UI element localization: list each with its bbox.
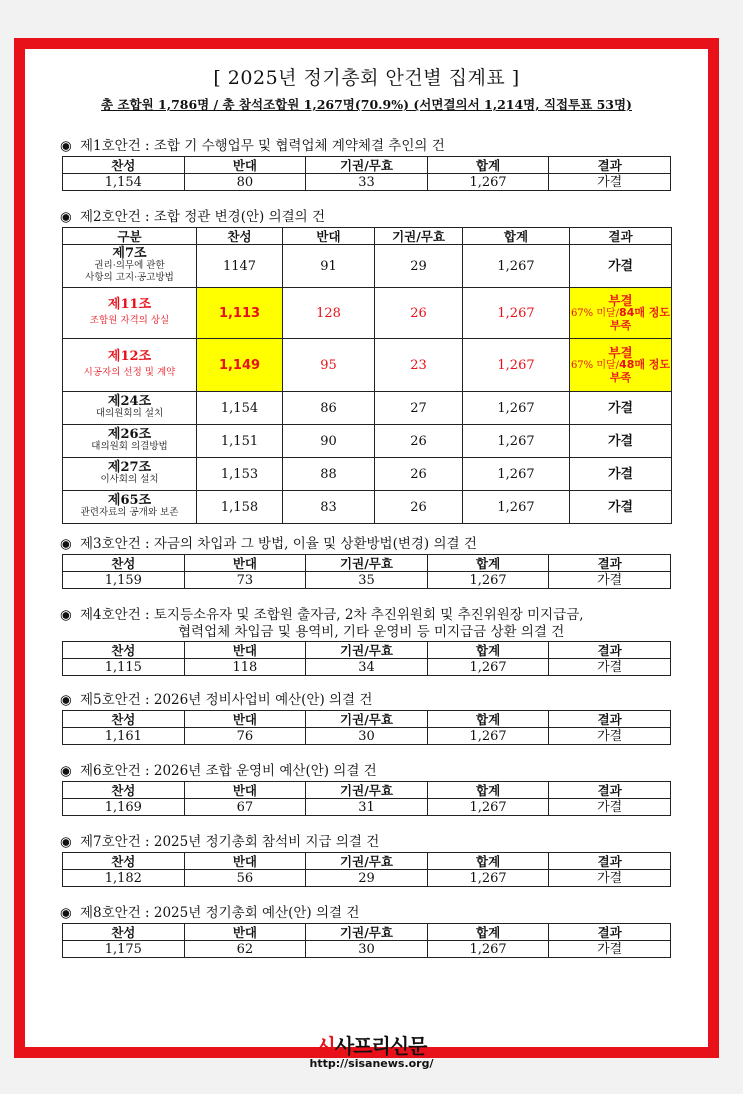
header-total: 합계 — [427, 555, 549, 572]
cell-against: 95 — [283, 339, 375, 392]
agenda7-title: ◉ 제7호안건 : 2025년 정기총회 참석비 지급 의결 건 — [60, 834, 380, 850]
cell-total: 1,267 — [427, 870, 549, 887]
agenda7-table — [62, 852, 671, 887]
table-row — [63, 491, 672, 524]
header-for: 찬성 — [63, 782, 185, 799]
cell-for: 1,159 — [63, 572, 185, 589]
cell-result: 가결 — [549, 870, 671, 887]
table-header-row — [63, 782, 671, 799]
cell-total: 1,267 — [463, 458, 570, 491]
cell-against: 67 — [184, 799, 306, 816]
cell-for: 1,153 — [197, 458, 283, 491]
article-cell: 제12조 시공자의 선정 및 계약 — [63, 339, 197, 392]
header-abstain: 기권/무효 — [306, 642, 428, 659]
cell-abstain: 34 — [306, 659, 428, 676]
header-total: 합계 — [427, 853, 549, 870]
cell-against: 73 — [184, 572, 306, 589]
cell-against: 62 — [184, 941, 306, 958]
cell-result-failed: 부결 67% 미달/84매 정도 부족 — [570, 288, 672, 339]
cell-abstain: 26 — [375, 288, 463, 339]
header-for: 찬성 — [63, 924, 185, 941]
newspaper-watermark — [0, 1030, 743, 1070]
cell-abstain: 29 — [375, 245, 463, 288]
cell-against: 76 — [184, 728, 306, 745]
cell-for: 1,151 — [197, 425, 283, 458]
cell-against: 88 — [283, 458, 375, 491]
cell-against: 83 — [283, 491, 375, 524]
agenda4-table — [62, 641, 671, 676]
table-header-row — [63, 157, 671, 174]
header-result: 결과 — [549, 711, 671, 728]
table-header-row — [63, 853, 671, 870]
cell-for: 1147 — [197, 245, 283, 288]
cell-abstain: 33 — [306, 174, 428, 191]
article-cell: 제7조 권리·의무에 관한 사항의 고지·공고방법 — [63, 245, 197, 288]
agenda4-title: ◉ 제4호안건 : 토지등소유자 및 조합원 출자금, 2차 추진위원회 및 추진위원장 미지급금, 협력업체 차입금 및 용역비, 기타 운영비 등 미지급금 상환 의결 건 — [60, 607, 584, 640]
bullet-icon: ◉ — [60, 209, 72, 225]
cell-result: 가결 — [570, 245, 672, 288]
cell-result: 가결 — [549, 174, 671, 191]
agenda8-table — [62, 923, 671, 958]
header-abstain: 기권/무효 — [306, 782, 428, 799]
agenda3-table — [62, 554, 671, 589]
table-row — [63, 174, 671, 191]
header-total: 합계 — [463, 228, 570, 245]
table-header-row — [63, 924, 671, 941]
cell-against: 118 — [184, 659, 306, 676]
bullet-icon: ◉ — [60, 905, 72, 921]
header-abstain: 기권/무효 — [306, 157, 428, 174]
article-cell: 제11조 조합원 자격의 상실 — [63, 288, 197, 339]
header-abstain: 기권/무효 — [375, 228, 463, 245]
table-row — [63, 799, 671, 816]
header-against: 반대 — [184, 555, 306, 572]
bullet-icon: ◉ — [60, 536, 72, 552]
header-total: 합계 — [427, 711, 549, 728]
header-abstain: 기권/무효 — [306, 555, 428, 572]
newspaper-logo: 시사프리신문 — [316, 1034, 427, 1058]
agenda6-title: ◉ 제6호안건 : 2026년 조합 운영비 예산(안) 의결 건 — [60, 763, 377, 779]
cell-total: 1,267 — [427, 174, 549, 191]
agenda8-title: ◉ 제8호안건 : 2025년 정기총회 예산(안) 의결 건 — [60, 905, 360, 921]
cell-result: 가결 — [549, 728, 671, 745]
header-result: 결과 — [549, 555, 671, 572]
header-for: 찬성 — [63, 642, 185, 659]
document-title: [ 2025년 정기총회 안건별 집계표 ] — [213, 67, 520, 89]
header-result: 결과 — [549, 782, 671, 799]
table-row — [63, 288, 672, 339]
cell-total: 1,267 — [427, 572, 549, 589]
cell-result: 가결 — [549, 941, 671, 958]
cell-result: 가결 — [570, 458, 672, 491]
cell-abstain: 23 — [375, 339, 463, 392]
agenda2-title: ◉ 제2호안건 : 조합 정관 변경(안) 의결의 건 — [60, 209, 326, 225]
table-row — [63, 245, 672, 288]
cell-for: 1,115 — [63, 659, 185, 676]
cell-abstain: 26 — [375, 491, 463, 524]
cell-total: 1,267 — [463, 425, 570, 458]
cell-result-failed: 부결 67% 미달/48매 정도 부족 — [570, 339, 672, 392]
header-for: 찬성 — [197, 228, 283, 245]
table-row — [63, 425, 672, 458]
header-against: 반대 — [184, 711, 306, 728]
header-against: 반대 — [283, 228, 375, 245]
agenda5-table — [62, 710, 671, 745]
table-header-row — [63, 642, 671, 659]
cell-abstain: 35 — [306, 572, 428, 589]
attendance-summary: 총 조합원 1,786명 / 총 참석조합원 1,267명(70.9%) (서면결의서 1,214명, 직접투표 53명) — [101, 97, 632, 112]
cell-for: 1,182 — [63, 870, 185, 887]
bullet-icon: ◉ — [60, 763, 72, 779]
cell-abstain: 26 — [375, 425, 463, 458]
header-total: 합계 — [427, 157, 549, 174]
cell-for: 1,154 — [63, 174, 185, 191]
cell-total: 1,267 — [427, 659, 549, 676]
header-against: 반대 — [184, 782, 306, 799]
cell-abstain: 30 — [306, 941, 428, 958]
header-for: 찬성 — [63, 853, 185, 870]
bullet-icon: ◉ — [60, 607, 72, 623]
cell-total: 1,267 — [427, 799, 549, 816]
agenda1-table — [62, 156, 671, 191]
bullet-icon: ◉ — [60, 692, 72, 708]
header-against: 반대 — [184, 924, 306, 941]
cell-total: 1,267 — [463, 245, 570, 288]
cell-total: 1,267 — [463, 288, 570, 339]
header-result: 결과 — [549, 157, 671, 174]
table-row — [63, 339, 672, 392]
cell-for: 1,158 — [197, 491, 283, 524]
header-abstain: 기권/무효 — [306, 711, 428, 728]
agenda6-table — [62, 781, 671, 816]
cell-for: 1,175 — [63, 941, 185, 958]
document-content — [40, 64, 693, 958]
bullet-icon: ◉ — [60, 834, 72, 850]
table-header-row — [63, 711, 671, 728]
table-row — [63, 659, 671, 676]
agenda5-title: ◉ 제5호안건 : 2026년 정비사업비 예산(안) 의결 건 — [60, 692, 373, 708]
cell-total: 1,267 — [463, 392, 570, 425]
cell-result: 가결 — [570, 392, 672, 425]
article-cell: 제26조 대의원회 의결방법 — [63, 425, 197, 458]
table-row — [63, 941, 671, 958]
cell-abstain: 29 — [306, 870, 428, 887]
header-for: 찬성 — [63, 555, 185, 572]
cell-for-highlighted: 1,113 — [197, 288, 283, 339]
cell-result: 가결 — [549, 572, 671, 589]
newspaper-url[interactable]: http://sisanews.org/ — [309, 1057, 434, 1070]
header-result: 결과 — [570, 228, 672, 245]
header-total: 합계 — [427, 782, 549, 799]
cell-total: 1,267 — [427, 728, 549, 745]
cell-for-highlighted: 1,149 — [197, 339, 283, 392]
header-result: 결과 — [549, 853, 671, 870]
header-abstain: 기권/무효 — [306, 924, 428, 941]
cell-against: 80 — [184, 174, 306, 191]
header-against: 반대 — [184, 853, 306, 870]
cell-against: 86 — [283, 392, 375, 425]
table-header-row — [63, 555, 671, 572]
article-cell: 제24조 대의원회의 설치 — [63, 392, 197, 425]
header-gubun: 구분 — [63, 228, 197, 245]
header-total: 합계 — [427, 924, 549, 941]
header-abstain: 기권/무효 — [306, 853, 428, 870]
article-cell: 제65조 관련자료의 공개와 보존 — [63, 491, 197, 524]
bullet-icon: ◉ — [60, 138, 72, 154]
header-result: 결과 — [549, 924, 671, 941]
header-for: 찬성 — [63, 711, 185, 728]
article-cell: 제27조 이사회의 설치 — [63, 458, 197, 491]
table-header-row — [63, 228, 672, 245]
cell-against: 91 — [283, 245, 375, 288]
cell-abstain: 26 — [375, 458, 463, 491]
table-row — [63, 458, 672, 491]
cell-total: 1,267 — [427, 941, 549, 958]
table-row — [63, 572, 671, 589]
header-result: 결과 — [549, 642, 671, 659]
table-row — [63, 392, 672, 425]
header-for: 찬성 — [63, 157, 185, 174]
cell-against: 90 — [283, 425, 375, 458]
cell-result: 가결 — [549, 799, 671, 816]
cell-result: 가결 — [570, 491, 672, 524]
cell-for: 1,154 — [197, 392, 283, 425]
header-against: 반대 — [184, 642, 306, 659]
agenda3-title: ◉ 제3호안건 : 자금의 차입과 그 방법, 이율 및 상환방법(변경) 의결 건 — [60, 536, 477, 552]
header-total: 합계 — [427, 642, 549, 659]
cell-result: 가결 — [549, 659, 671, 676]
cell-against: 56 — [184, 870, 306, 887]
agenda2-table — [62, 227, 672, 524]
table-row — [63, 870, 671, 887]
cell-total: 1,267 — [463, 339, 570, 392]
header-against: 반대 — [184, 157, 306, 174]
cell-total: 1,267 — [463, 491, 570, 524]
agenda1-title: ◉ 제1호안건 : 조합 기 수행업무 및 협력업체 계약체결 추인의 건 — [60, 138, 445, 154]
cell-abstain: 27 — [375, 392, 463, 425]
cell-abstain: 30 — [306, 728, 428, 745]
table-row — [63, 728, 671, 745]
cell-result: 가결 — [570, 425, 672, 458]
cell-abstain: 31 — [306, 799, 428, 816]
cell-against: 128 — [283, 288, 375, 339]
cell-for: 1,169 — [63, 799, 185, 816]
cell-for: 1,161 — [63, 728, 185, 745]
